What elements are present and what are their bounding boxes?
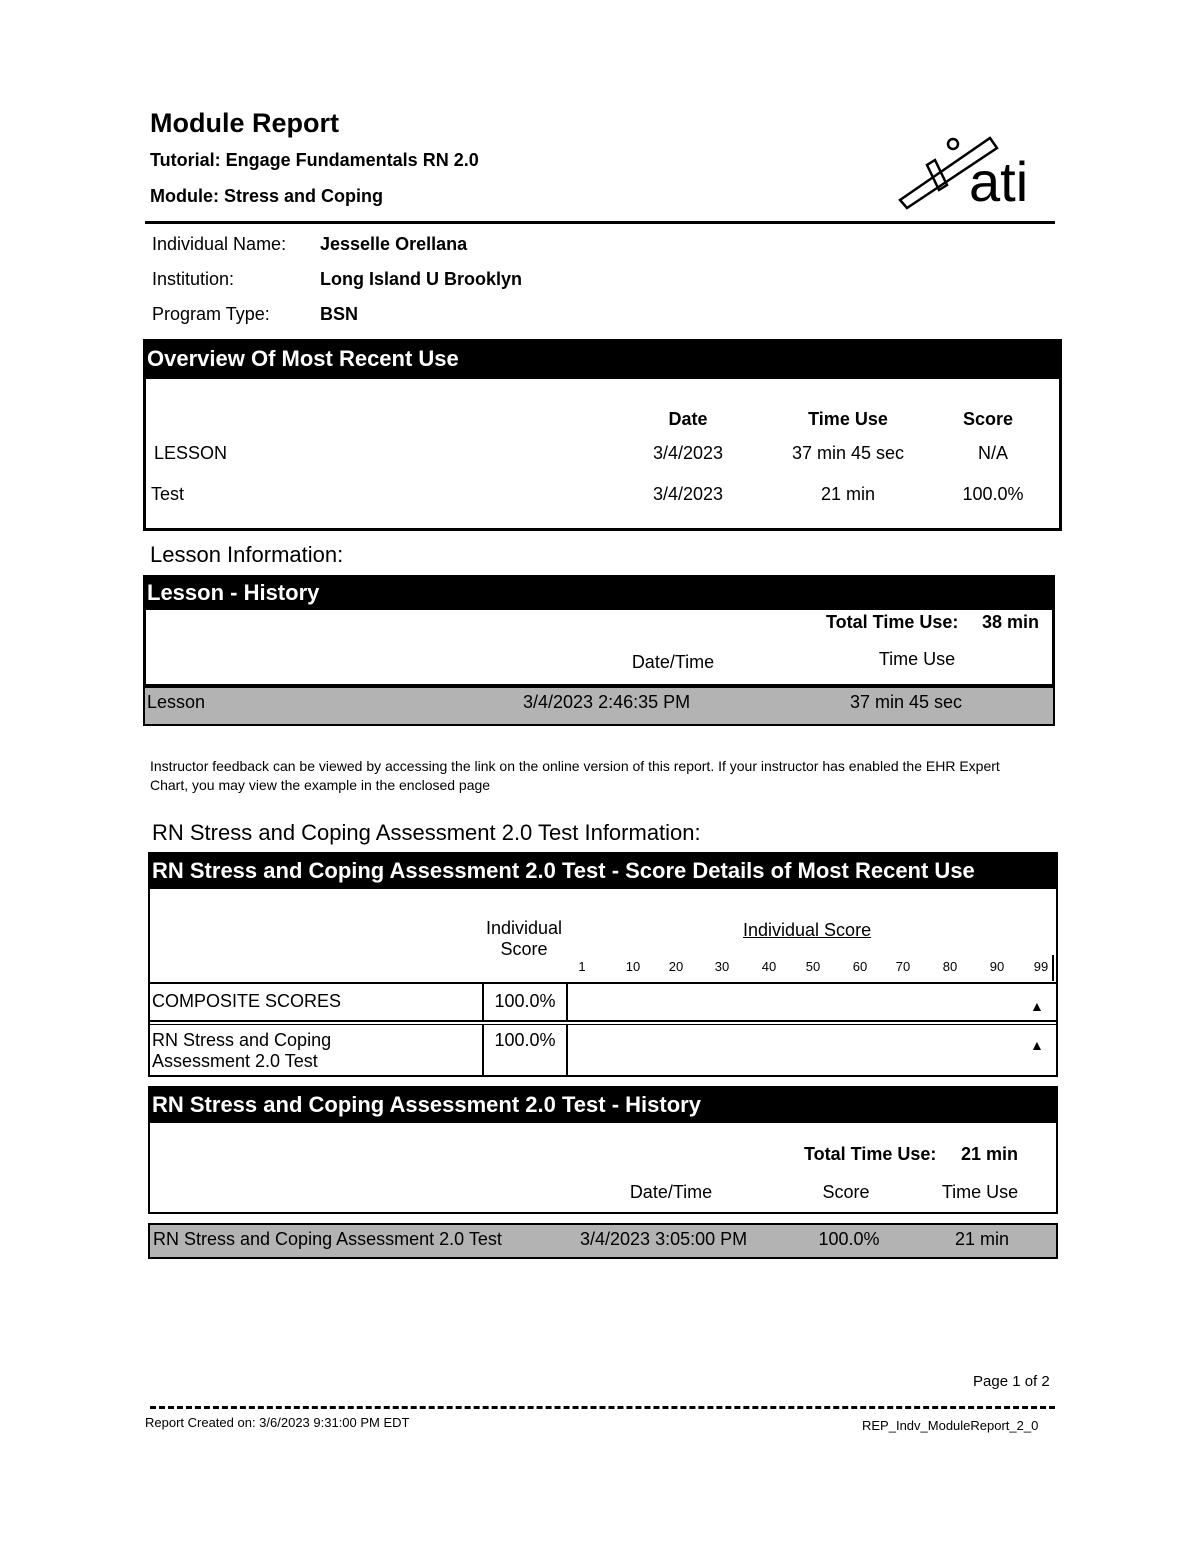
overview-row-time: 37 min 45 sec bbox=[791, 443, 905, 463]
tick-label: 40 bbox=[761, 959, 777, 974]
percentile-marker-icon: ▲ bbox=[1030, 998, 1044, 1014]
lesson-history-title: Lesson - History bbox=[143, 575, 1055, 610]
overview-row-score: N/A bbox=[977, 443, 1008, 463]
name-label: Individual Name: bbox=[152, 234, 287, 254]
test-col-datetime: Date/Time bbox=[629, 1182, 713, 1202]
scale-end-line bbox=[1052, 955, 1054, 981]
ati-logo-text: ati bbox=[969, 150, 1029, 213]
tick-label: 10 bbox=[625, 959, 641, 974]
lesson-row-time: 37 min 45 sec bbox=[850, 692, 963, 712]
col-individual-score: Individual Score bbox=[485, 918, 563, 959]
tick-label: 80 bbox=[942, 959, 958, 974]
score-row-label: RN Stress and Coping Assessment 2.0 Test bbox=[152, 1030, 332, 1071]
overview-title: Overview Of Most Recent Use bbox=[143, 339, 1062, 379]
test-history-row bbox=[148, 1223, 1058, 1259]
score-row-divider bbox=[148, 1020, 1058, 1022]
lesson-col-datetime: Date/Time bbox=[631, 652, 715, 672]
percentile-ticks bbox=[568, 955, 1054, 981]
test-history-box bbox=[148, 1123, 1058, 1214]
lesson-col-timeuse: Time Use bbox=[878, 649, 956, 669]
tick-label: 30 bbox=[714, 959, 730, 974]
score-col-divider bbox=[566, 984, 568, 1020]
tick-label: 60 bbox=[852, 959, 868, 974]
tick-label: 70 bbox=[895, 959, 911, 974]
overview-row-date: 3/4/2023 bbox=[652, 443, 724, 463]
score-row-value: 100.0% bbox=[494, 991, 556, 1011]
program-value: BSN bbox=[320, 304, 359, 324]
overview-row-date: 3/4/2023 bbox=[652, 484, 724, 504]
test-row-score: 100.0% bbox=[818, 1229, 880, 1249]
institution-label: Institution: bbox=[152, 269, 235, 289]
percentile-scale-title: Individual Score bbox=[743, 920, 872, 940]
test-total-label: Total Time Use: bbox=[804, 1144, 937, 1164]
score-table-bottom bbox=[148, 1075, 1058, 1077]
tick-label: 1 bbox=[578, 959, 586, 974]
report-title: Module Report bbox=[150, 108, 339, 138]
lesson-row-label: Lesson bbox=[147, 692, 206, 712]
report-id: REP_Indv_ModuleReport_2_0 bbox=[862, 1418, 1039, 1433]
test-info-heading: RN Stress and Coping Assessment 2.0 Test Information: bbox=[152, 820, 701, 845]
lesson-info-heading: Lesson Information: bbox=[150, 542, 344, 567]
overview-row-time: 21 min bbox=[820, 484, 876, 504]
overview-row-score: 100.0% bbox=[962, 484, 1024, 504]
overview-col-date: Date bbox=[668, 409, 708, 429]
score-details-title: RN Stress and Coping Assessment 2.0 Test - Score Details of Most Recent Use bbox=[148, 852, 1058, 889]
percentile-marker-icon: ▲ bbox=[1030, 1037, 1044, 1053]
test-row-time: 21 min bbox=[954, 1229, 1010, 1249]
tutorial-name: Tutorial: Engage Fundamentals RN 2.0 bbox=[150, 150, 479, 170]
header-divider bbox=[145, 221, 1055, 224]
lesson-total-label: Total Time Use: bbox=[826, 612, 959, 632]
tick-label: 90 bbox=[989, 959, 1005, 974]
lesson-history-row bbox=[143, 686, 1055, 726]
test-row-datetime: 3/4/2023 3:05:00 PM bbox=[580, 1229, 748, 1249]
test-col-timeuse: Time Use bbox=[941, 1182, 1019, 1202]
score-row-divider bbox=[148, 982, 1058, 984]
module-name: Module: Stress and Coping bbox=[150, 186, 384, 206]
report-created: Report Created on: 3/6/2023 9:31:00 PM EDT bbox=[145, 1415, 410, 1430]
tick-label: 50 bbox=[805, 959, 821, 974]
score-row-divider bbox=[148, 1024, 1058, 1025]
name-value: Jesselle Orellana bbox=[320, 234, 468, 254]
tick-label: 99 bbox=[1033, 959, 1049, 974]
tick-label: 20 bbox=[668, 959, 684, 974]
lesson-row-datetime: 3/4/2023 2:46:35 PM bbox=[523, 692, 691, 712]
test-row-label: RN Stress and Coping Assessment 2.0 Test bbox=[153, 1229, 502, 1249]
institution-value: Long Island U Brooklyn bbox=[320, 269, 523, 289]
footer-divider bbox=[150, 1406, 1055, 1409]
test-total-value: 21 min bbox=[961, 1144, 1019, 1164]
lesson-total-value: 38 min bbox=[982, 612, 1040, 632]
program-label: Program Type: bbox=[152, 304, 270, 324]
overview-col-timeuse: Time Use bbox=[808, 409, 888, 429]
overview-row-label: Test bbox=[151, 484, 185, 504]
score-col-divider bbox=[566, 1025, 568, 1077]
score-row-label: COMPOSITE SCORES bbox=[152, 991, 342, 1011]
overview-col-score: Score bbox=[962, 409, 1014, 429]
test-col-score: Score bbox=[822, 1182, 870, 1202]
instructor-feedback-note: Instructor feedback can be viewed by accessing the link on the online version of this report. If your instructor has enabled the EHR Expert Chart, you may view the example in the enclosed page bbox=[150, 758, 1000, 793]
test-history-title: RN Stress and Coping Assessment 2.0 Test - History bbox=[148, 1086, 1058, 1123]
overview-row-label: LESSON bbox=[154, 443, 228, 463]
ati-logo bbox=[895, 130, 1055, 220]
page-number: Page 1 of 2 bbox=[973, 1373, 1050, 1390]
score-row-value: 100.0% bbox=[494, 1030, 556, 1050]
